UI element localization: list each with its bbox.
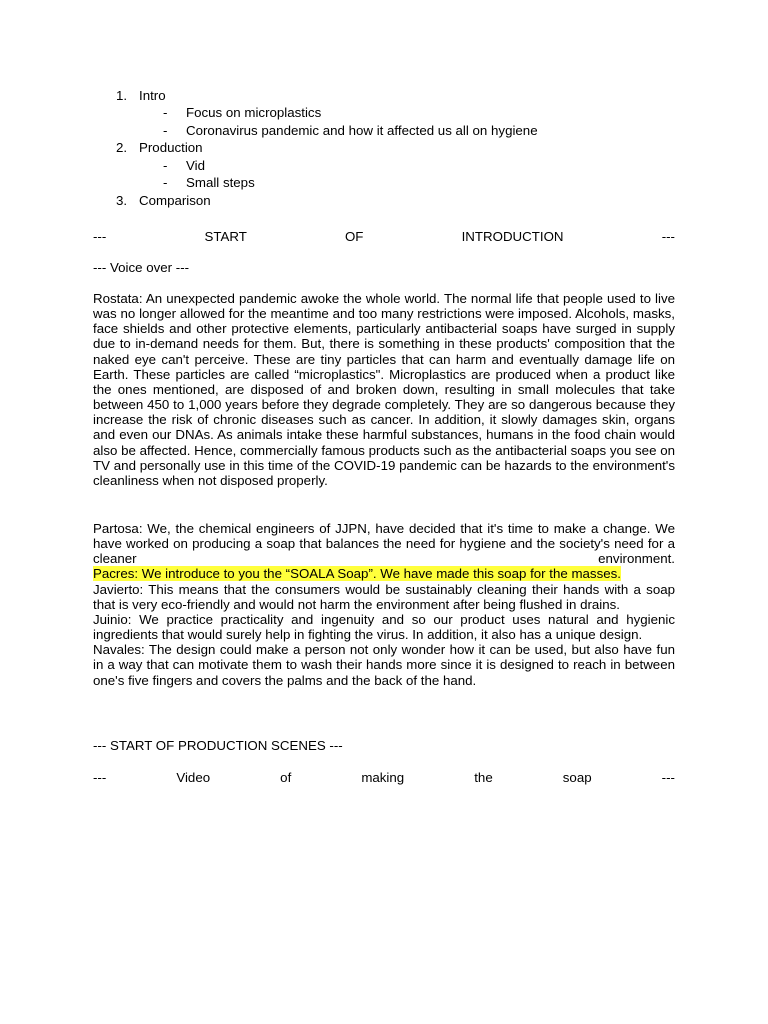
video-word: soap [562, 770, 592, 785]
header-word: --- [661, 229, 675, 244]
outline-label: Intro [139, 88, 166, 103]
outline-number: 3. [116, 193, 128, 208]
header-word: INTRODUCTION [461, 229, 564, 244]
javierto-line: Javierto: This means that the consumers would be sustainably cleaning their hands with a soap that is very eco-friendly and would not harm the environment after being flushed in drains. [93, 581, 675, 612]
outline-subitem-label: Vid [186, 158, 205, 173]
rostata-text: Rostata: An unexpected pandemic awoke the whole world. The normal life that people used to live was no longer allowed for the meantime and too many restrictions were imposed. Alcohols, masks, face shields and other protective elements, particularly antibacterial soaps have surged in supply due to in-demand needs for them. But, there is something in these products' composition that the naked eye can't perceive. These are tiny particles that can harm and eventually damage life on Earth. These particles are called “microplastics". Microplastics are produced when a product like the ones mentioned, are disposed of and broken down, resulting in small molecules that take between 450 to 1,000 years before they degrade completely. They are so dangerous because they increase the risk of chronic diseases such as cancer. In addition, it slowly damages skin, organs and even our DNAs. As animals intake these harmful substances, humans in the food chain would also be affected. Hence, commercially famous products such as the antibacterial soaps you see on TV and personally use in this time of the COVID-19 pandemic can be hazards to the environment's cleanliness when not disposed properly. [93, 291, 675, 488]
outline-subitem-label: Small steps [186, 175, 255, 190]
outline-label: Production [139, 140, 203, 155]
header-word: --- [93, 229, 107, 244]
production-section-header: --- START OF PRODUCTION SCENES --- [93, 738, 343, 753]
highlighted-text: Pacres: We introduce to you the “SOALA Soap”. We have made this soap for the masses. [93, 566, 621, 582]
intro-section-header [93, 229, 675, 244]
bullet-dash: - [163, 175, 168, 190]
bullet-dash: - [163, 158, 168, 173]
video-word: Video [176, 770, 211, 785]
outline-number: 1. [116, 88, 128, 103]
outline-subitem-label: Coronavirus pandemic and how it affected us all on hygiene [186, 123, 538, 138]
header-word: START [204, 229, 247, 244]
video-word: the [474, 770, 493, 785]
video-line [93, 770, 675, 785]
header-word: OF [344, 229, 364, 244]
video-word: making [361, 770, 405, 785]
rostata-paragraph [93, 291, 675, 488]
juinio-line: Juinio: We practice practicality and ingenuity and so our product uses natural and hygienic ingredients that would surely help in fighting the virus. In addition, it also has a unique design. [93, 611, 675, 643]
pacres-line [93, 566, 675, 581]
dialogue-block [93, 521, 675, 688]
video-word: --- [93, 770, 107, 785]
video-word: of [280, 770, 292, 785]
navales-line: Navales: The design could make a person not only wonder how it can be used, but also have fun in a way that can motivate them to wash their hands more since it is designed to reach in between one's five fingers and covers the palms and the back of the hand. [93, 642, 675, 688]
bullet-dash: - [163, 123, 168, 138]
outline-number: 2. [116, 140, 128, 155]
bullet-dash: - [163, 105, 168, 120]
partosa-line: Partosa: We, the chemical engineers of JJPN, have decided that it's time to make a change. We have worked on producing a soap that balances the need for hygiene and the society's need for a cleaner environment. [93, 521, 675, 567]
video-word: --- [661, 770, 675, 785]
voice-over-label: --- Voice over --- [93, 260, 190, 275]
outline-label: Comparison [139, 193, 211, 208]
outline-subitem-label: Focus on microplastics [186, 105, 322, 120]
